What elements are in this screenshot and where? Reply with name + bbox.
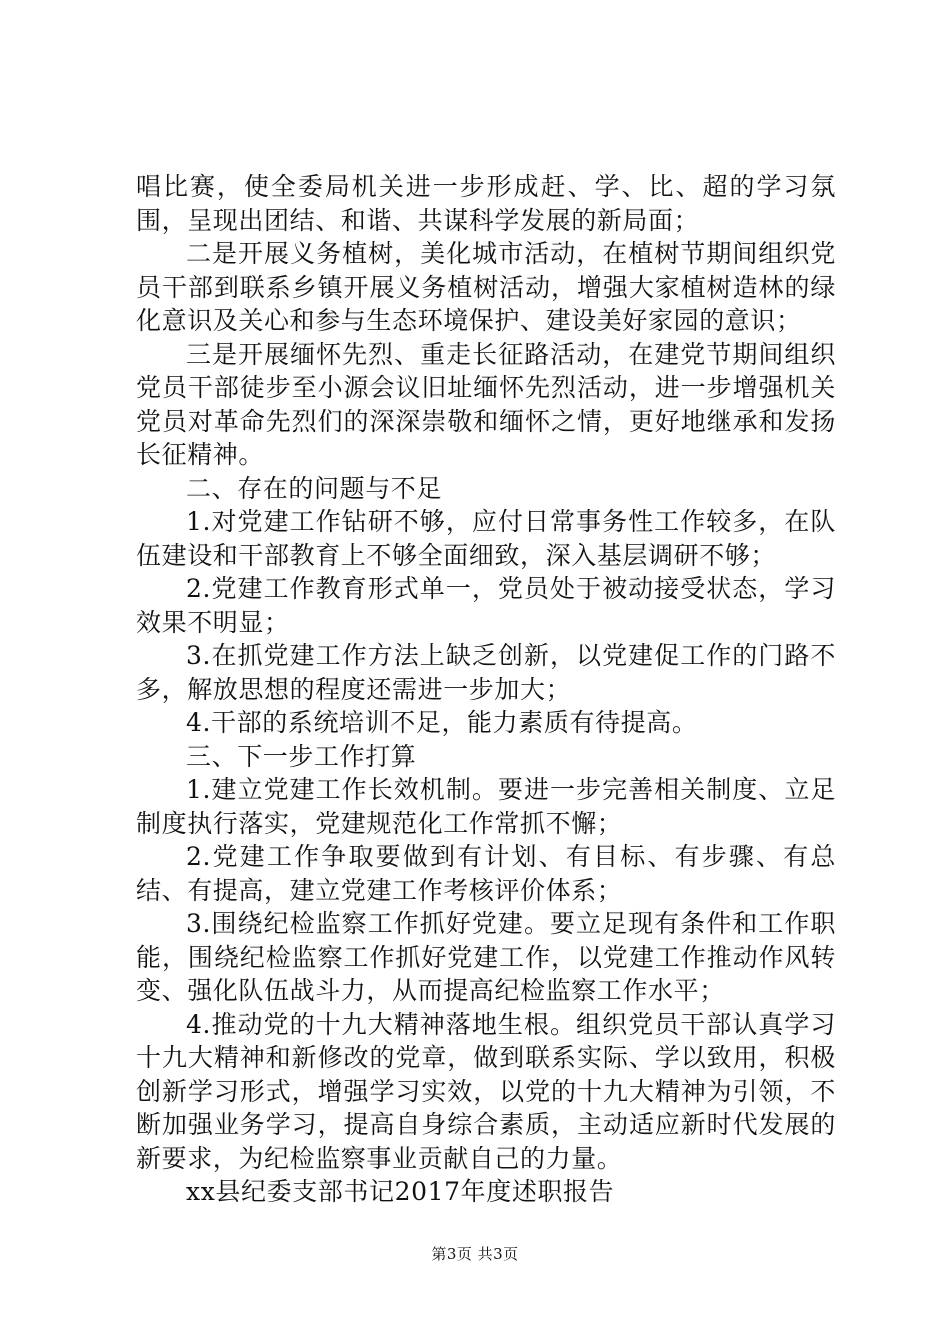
section-heading-problems: 二、存在的问题与不足 xyxy=(186,473,443,503)
document-body xyxy=(136,170,836,1209)
report-title-line: xx县纪委支部书记2017年度述职报告 xyxy=(186,1177,615,1206)
paragraph-tree-planting: 二是开展义务植树，美化城市活动，在植树节期间组织党员干部到联系乡镇开展义务植树活动，增强大家植树造林的绿化意识及关心和参与生态环境保护、建设美好家园的意识； xyxy=(136,239,836,335)
plan-item-1: 1.建立党建工作长效机制。要进一步完善相关制度、立足制度执行落实，党建规范化工作常抓不懈； xyxy=(136,775,836,838)
plan-item-4: 4.推动党的十九大精神落地生根。组织党员干部认真学习十九大精神和新修改的党章，做到联系实际、学以致用，积极创新学习形式，增强学习实效，以党的十九大精神为引领，不断加强业务学习，提高自身综合素质，主动适应新时代发展的新要求，为纪检监察事业贡献自己的力量。 xyxy=(136,1009,836,1173)
paragraph-long-march: 三是开展缅怀先烈、重走长征路活动，在建党节期间组织党员干部徒步至小源会议旧址缅怀先烈活动，进一步增强机关党员对革命先烈们的深深崇敬和缅怀之情，更好地继承和发扬长征精神。 xyxy=(136,339,836,469)
problem-item-1: 1.对党建工作钻研不够，应付日常事务性工作较多，在队伍建设和干部教育上不够全面细致，深入基层调研不够； xyxy=(136,507,836,570)
problem-item-3: 3.在抓党建工作方法上缺乏创新，以党建促工作的门路不多，解放思想的程度还需进一步加大； xyxy=(136,641,836,704)
plan-item-3: 3.围绕纪检监察工作抓好党建。要立足现有条件和工作职能，围绕纪检监察工作抓好党建工作，以党建工作推动作风转变、强化队伍战斗力，从而提高纪检监察工作水平； xyxy=(136,909,836,1005)
page-number-footer: 第3页 共3页 xyxy=(431,1245,519,1263)
problem-item-4: 4.干部的系统培训不足，能力素质有待提高。 xyxy=(186,708,698,737)
section-heading-next-steps: 三、下一步工作打算 xyxy=(186,741,417,771)
plan-item-2: 2.党建工作争取要做到有计划、有目标、有步骤、有总结、有提高，建立党建工作考核评价体系； xyxy=(136,842,836,905)
problem-item-2: 2.党建工作教育形式单一，党员处于被动接受状态，学习效果不明显； xyxy=(136,574,836,637)
paragraph-continued: 唱比赛，使全委局机关进一步形成赶、学、比、超的学习氛围，呈现出团结、和谐、共谋科学发展的新局面； xyxy=(136,172,836,235)
